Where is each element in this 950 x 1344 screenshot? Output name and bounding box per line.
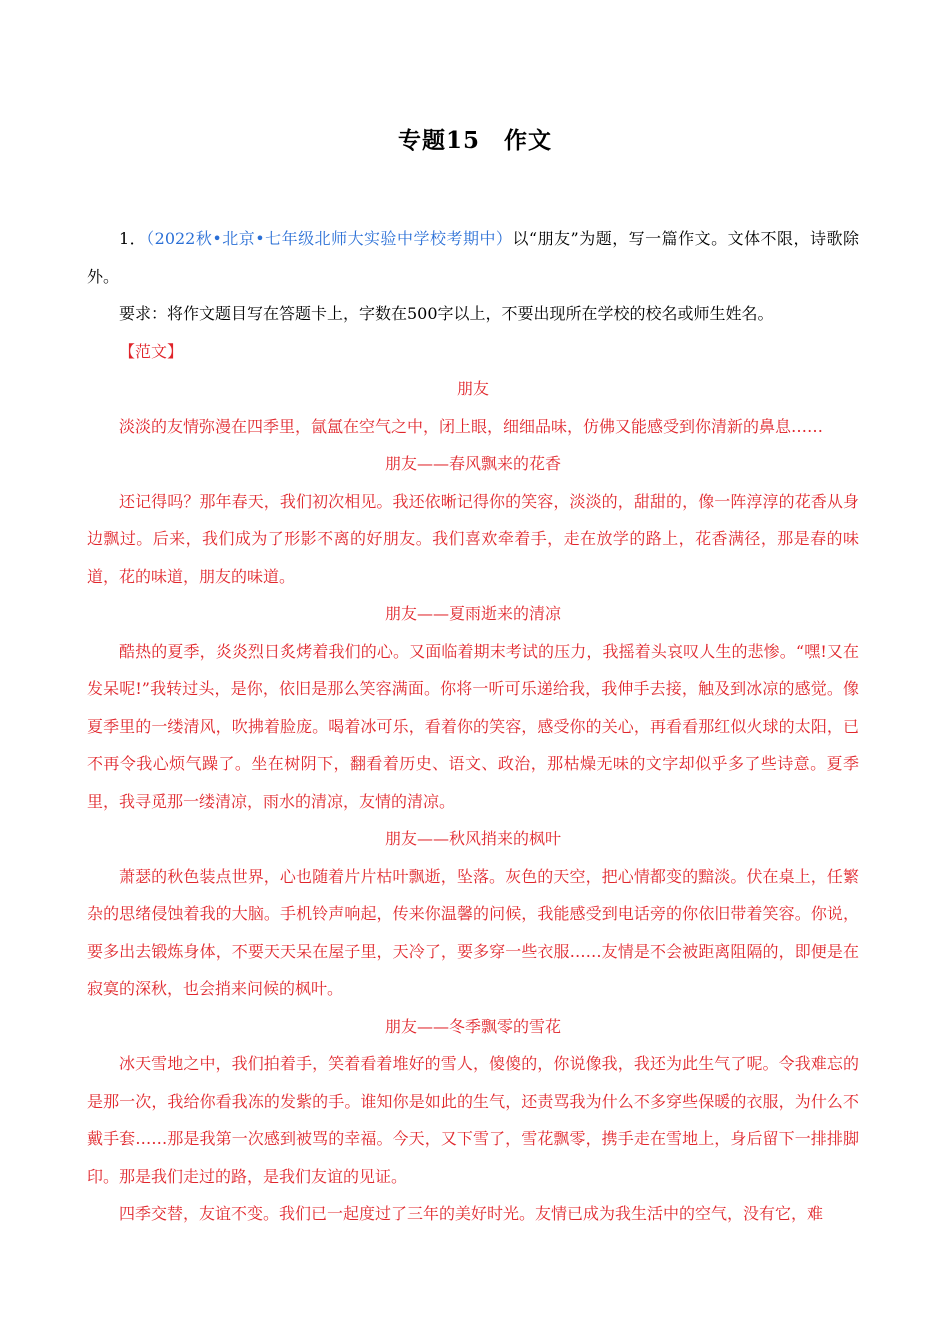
section-paragraph-summer: 酷热的夏季，炎炎烈日炙烤着我们的心。又面临着期末考试的压力，我摇着头哀叹人生的悲惨。“嘿!又在发呆呢!”我转过头，是你，依旧是那么笑容满面。你将一听可乐递给我，我伸手去接，触及到冰凉的感觉。像夏季里的一缕清风，吹拂着脸庞。喝着冰可乐，看着你的笑容，感受你的关心，再看看那红似火球的太阳，已不再令我心烦气躁了。坐在树阴下，翻看着历史、语文、政治，那枯燥无味的文字却似乎多了些诗意。夏季里，我寻觅那一缕清凉，雨水的清凉，友情的清凉。 (87, 641, 859, 811)
question-source: （2022秋•北京•七年级北师大实验中学校考期中） (146, 229, 513, 248)
question-number: 1． (119, 229, 147, 248)
question-requirement: 要求：将作文题目写在答题卡上，字数在500字以上，不要出现所在学校的校名或师生姓名。 (119, 304, 774, 323)
section-heading-autumn: 朋友——秋风捎来的枫叶 (384, 829, 561, 848)
question-prompt: 以“朋友”为题，写一篇作文。文体不限，诗歌除外。 (87, 229, 859, 286)
question-paragraph (87, 220, 859, 295)
sample-label: 【范文】 (119, 341, 184, 361)
essay-intro: 淡淡的友情弥漫在四季里，氤氲在空气之中，闭上眼，细细品味，仿佛又能感受到你清新的鼻息…… (119, 416, 824, 436)
section-heading-spring: 朋友——春风飘来的花香 (384, 454, 561, 473)
page-title: 专题15 作文 (397, 127, 552, 154)
section-heading-winter: 朋友——冬季飘零的雪花 (384, 1016, 561, 1036)
essay-title: 朋友 (456, 379, 489, 398)
section-paragraph-autumn: 萧瑟的秋色装点世界，心也随着片片枯叶飘逝，坠落。灰色的天空，把心情都变的黯淡。伏在桌上，任繁杂的思绪侵蚀着我的大脑。手机铃声响起，传来你温馨的问候，我能感受到电话旁的你依旧带着笑容。你说，要多出去锻炼身体，不要天天呆在屋子里，天冷了，要多穿一些衣服……友情是不会被距离阻隔的，即便是在寂寞的深秋，也会捎来问候的枫叶。 (87, 866, 859, 998)
section-heading-summer: 朋友——夏雨逝来的清凉 (384, 604, 561, 623)
section-paragraph-conclusion: 四季交替，友谊不变。我们已一起度过了三年的美好时光。友情已成为我生活中的空气，没有它，难 (119, 1204, 824, 1223)
section-paragraph-spring: 还记得吗？那年春天，我们初次相见。我还依晰记得你的笑容，淡淡的，甜甜的，像一阵淳淳的花香从身边飘过。后来，我们成为了形影不离的好朋友。我们喜欢牵着手，走在放学的路上，花香满径，那是春的味道，花的味道，朋友的味道。 (87, 491, 859, 586)
section-paragraph-winter: 冰天雪地之中，我们拍着手，笑着看着堆好的雪人，傻傻的，你说像我，我还为此生气了呢。令我难忘的是那一次，我给你看我冻的发紫的手。谁知你是如此的生气，还责骂我为什么不多穿些保暖的衣服，为什么不戴手套……那是我第一次感到被骂的幸福。今天，又下雪了，雪花飘零，携手走在雪地上，身后留下一排排脚印。那是我们走过的路，是我们友谊的见证。 (87, 1054, 859, 1186)
document-body (87, 220, 859, 1233)
